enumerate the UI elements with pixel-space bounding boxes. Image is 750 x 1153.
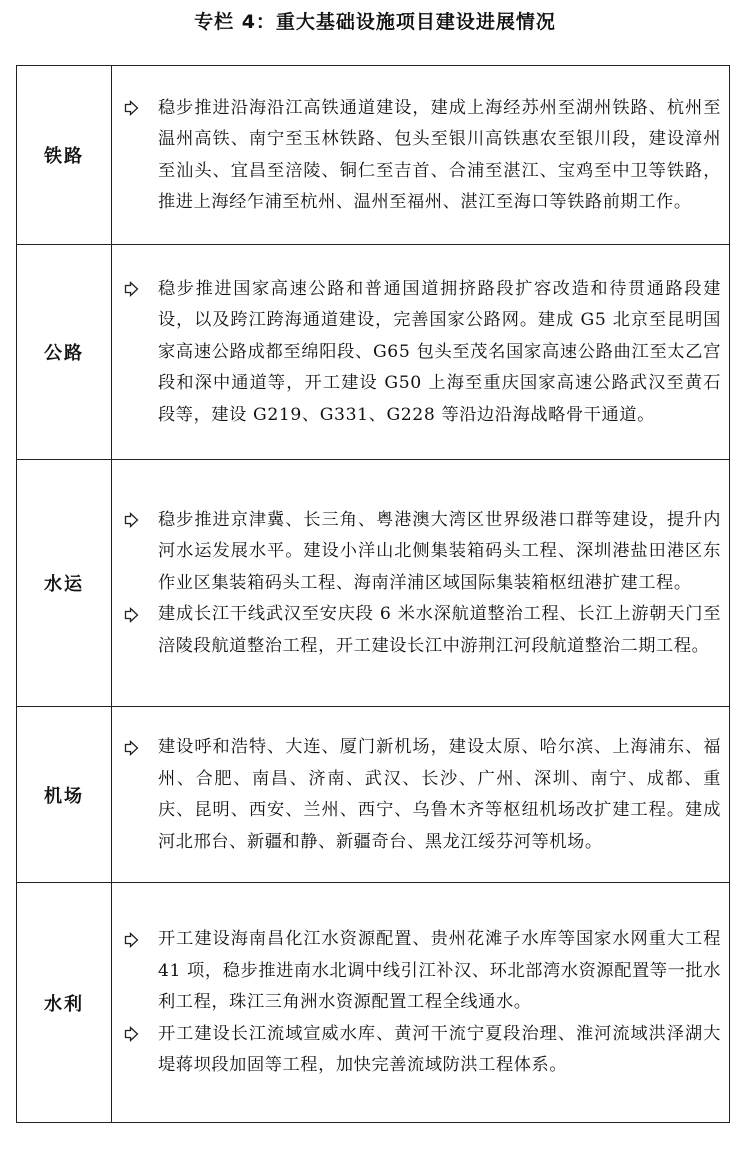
category-cell: 水利 (17, 883, 112, 1123)
list-item (124, 505, 721, 600)
item-text: 稳步推进国家高速公路和普通国道拥挤路段扩容改造和待贯通路段建设，以及跨江跨海通道建设，完善国家公路网。建成 G5 北京至昆明国家高速公路成都至绵阳段、G65 包头至茂名国家高速公路曲江至太乙宫段和深中通道等，开工建设 G50 上海至重庆国家高速公路武汉至黄石段等，建设 G219、G331、G228 等沿边沿海战略骨干通道。 (158, 278, 721, 425)
table-row (17, 707, 730, 883)
item-text: 开工建设长江流域宣威水库、黄河干流宁夏段治理、淮河流域洪泽湖大堤蒋坝段加固等工程，加快完善流域防洪工程体系。 (158, 1023, 721, 1076)
table-body (17, 66, 730, 1123)
content-cell (112, 460, 730, 707)
item-text: 稳步推进京津冀、长三角、粤港澳大湾区世界级港口群等建设，提升内河水运发展水平。建设小洋山北侧集装箱码头工程、深圳港盐田港区东作业区集装箱码头工程、海南洋浦区域国际集装箱枢纽港扩建工程。 (158, 509, 721, 593)
table-row (17, 245, 730, 460)
list-item (124, 93, 721, 219)
arrow-bullet-icon (124, 274, 158, 305)
item-text: 建设呼和浩特、大连、厦门新机场，建设太原、哈尔滨、上海浦东、福州、合肥、南昌、济南、武汉、长沙、广州、深圳、南宁、成都、重庆、昆明、西安、兰州、西宁、乌鲁木齐等枢纽机场改扩建工程。建成河北邢台、新疆和静、新疆奇台、黑龙江绥芬河等机场。 (158, 737, 721, 852)
table-row (17, 460, 730, 707)
arrow-bullet-icon (124, 93, 158, 124)
arrow-bullet-icon (124, 505, 158, 536)
list-item (124, 732, 721, 858)
category-cell: 公路 (17, 245, 112, 460)
table-row (17, 883, 730, 1123)
page-title: 专栏 4：重大基础设施项目建设进展情况 (194, 11, 556, 33)
content-cell (112, 883, 730, 1123)
infrastructure-table (16, 65, 730, 1123)
item-text: 开工建设海南昌化江水资源配置、贵州花滩子水库等国家水网重大工程 41 项，稳步推进南水北调中线引江补汉、环北部湾水资源配置等一批水利工程，珠江三角洲水资源配置工程全线通水。 (158, 929, 721, 1013)
content-cell (112, 66, 730, 245)
item-text: 建成长江干线武汉至安庆段 6 米水深航道整治工程、长江上游朝天门至涪陵段航道整治工程，开工建设长江中游荆江河段航道整治二期工程。 (158, 604, 721, 656)
list-item (124, 599, 721, 662)
arrow-bullet-icon (124, 1019, 158, 1050)
arrow-bullet-icon (124, 599, 158, 630)
table-row (17, 66, 730, 245)
list-item (124, 274, 721, 432)
content-cell (112, 245, 730, 460)
category-cell: 铁路 (17, 66, 112, 245)
arrow-bullet-icon (124, 732, 158, 763)
item-text: 稳步推进沿海沿江高铁通道建设，建成上海经苏州至湖州铁路、杭州至温州高铁、南宁至玉林铁路、包头至银川高铁惠农至银川段，建设漳州至汕头、宜昌至涪陵、铜仁至吉首、合浦至湛江、宝鸡至中卫等铁路，推进上海经乍浦至杭州、温州至福州、湛江至海口等铁路前期工作。 (158, 97, 721, 212)
category-cell: 水运 (17, 460, 112, 707)
category-cell: 机场 (17, 707, 112, 883)
list-item (124, 1019, 721, 1082)
list-item (124, 924, 721, 1019)
content-cell (112, 707, 730, 883)
arrow-bullet-icon (124, 924, 158, 955)
